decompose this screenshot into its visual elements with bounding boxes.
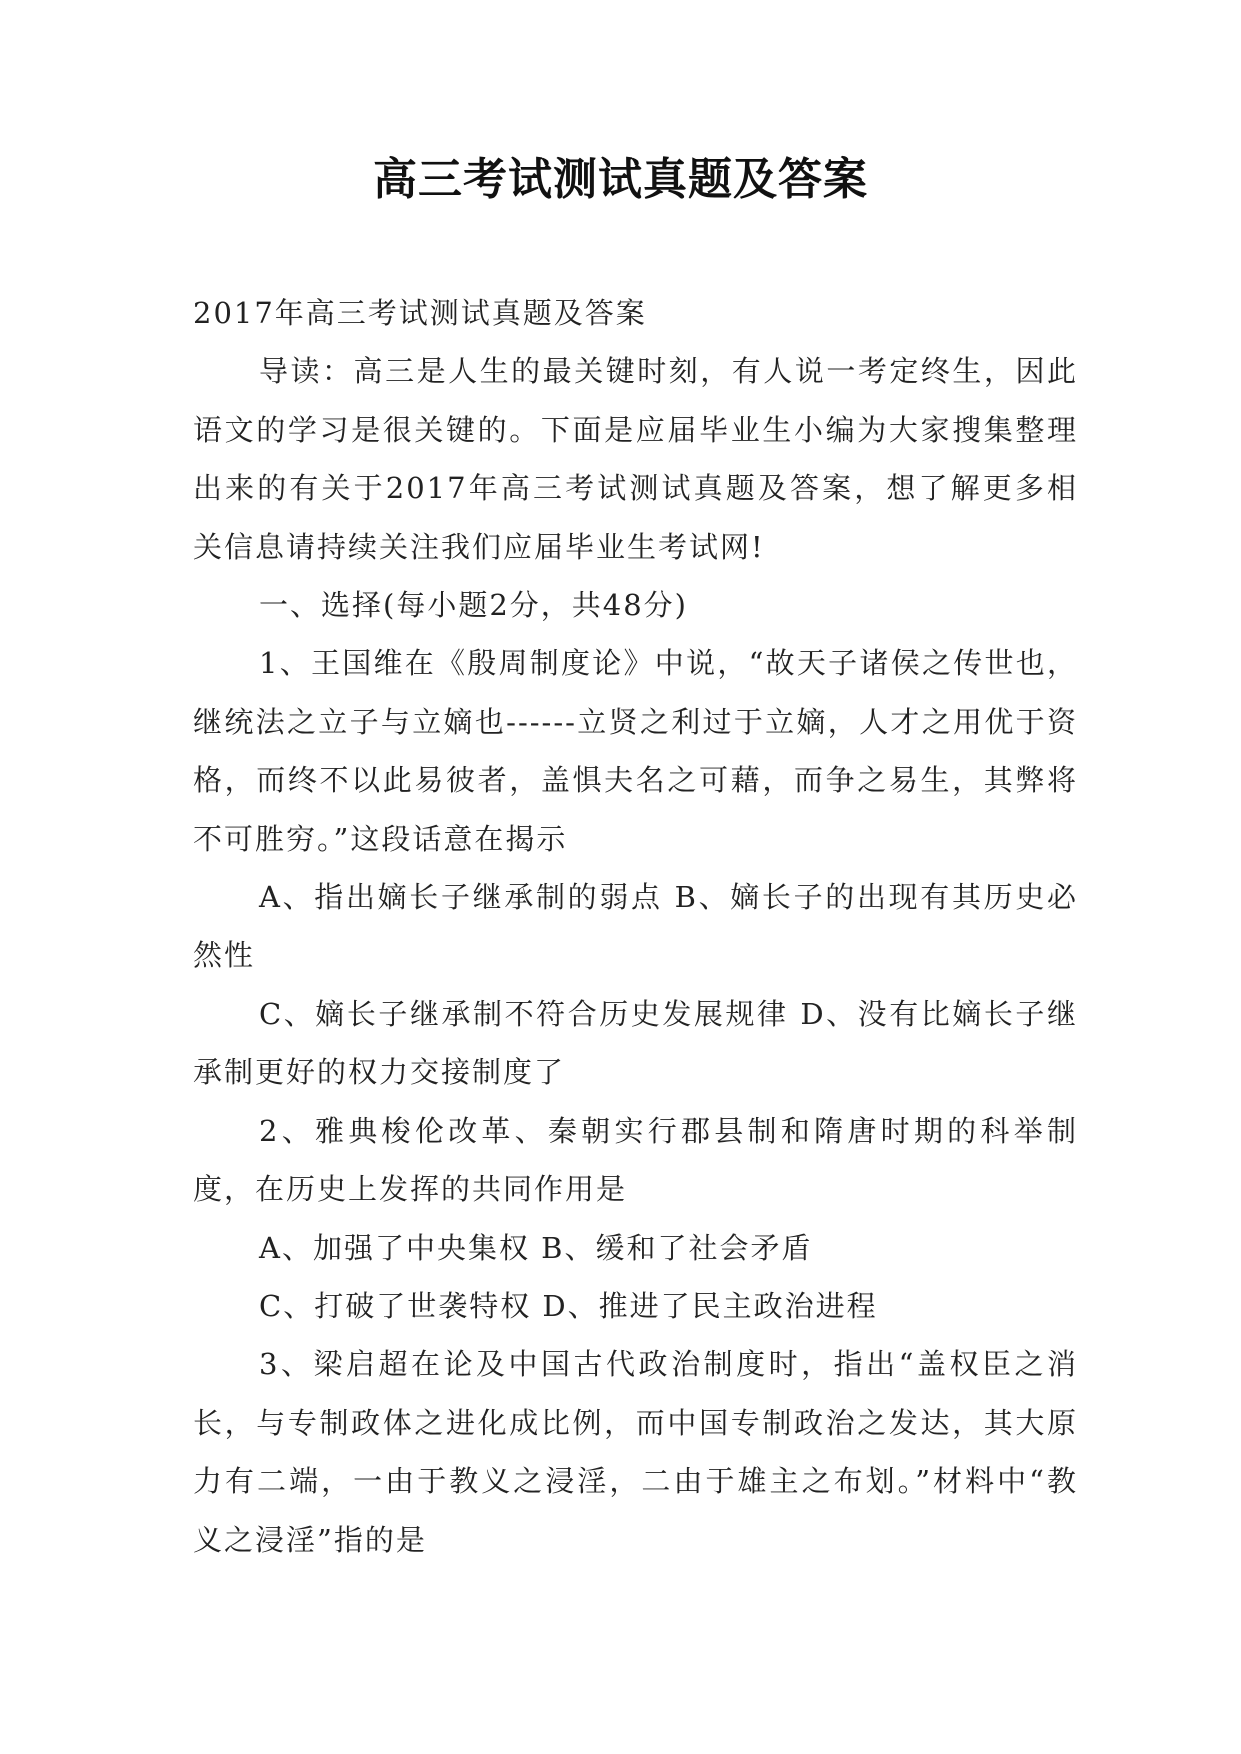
paragraph-subtitle: 2017年高三考试测试真题及答案 bbox=[193, 296, 647, 330]
document-body bbox=[193, 284, 1078, 1569]
question-3: 3、梁启超在论及中国古代政治制度时，指出“盖权臣之消长，与专制政体之进化成比例，而中国专制政治之发达，其大原力有二端，一由于教义之浸淫，二由于雄主之布划。”材料中“教义之浸淫”指的是 bbox=[193, 1347, 1078, 1557]
question-1-options-cd: C、嫡长子继承制不符合历史发展规律 D、没有比嫡长子继承制更好的权力交接制度了 bbox=[193, 996, 1078, 1090]
question-2-options-ab: A、加强了中央集权 B、缓和了社会矛盾 bbox=[259, 1230, 813, 1265]
question-2: 2、雅典梭伦改革、秦朝实行郡县制和隋唐时期的科举制度，在历史上发挥的共同作用是 bbox=[193, 1113, 1078, 1207]
document-title: 高三考试测试真题及答案 bbox=[373, 154, 868, 205]
question-2-options-cd: C、打破了世袭特权 D、推进了民主政治进程 bbox=[259, 1288, 878, 1323]
question-1: 1、王国维在《殷周制度论》中说，“故天子诸侯之传世也，继统法之立子与立嫡也------立贤之利过于立嫡，人才之用优于资格，而终不以此易彼者，盖惧夫名之可藉，而争之易生，其弊将不可胜穷。”这段话意在揭示 bbox=[193, 646, 1078, 856]
question-1-options-ab: A、指出嫡长子继承制的弱点 B、嫡长子的出现有其历史必然性 bbox=[193, 880, 1078, 973]
paragraph-intro: 导读：高三是人生的最关键时刻，有人说一考定终生，因此语文的学习是很关键的。下面是应届毕业生小编为大家搜集整理出来的有关于2017年高三考试测试真题及答案，想了解更多相关信息请持续关注我们应届毕业生考试网! bbox=[193, 354, 1078, 564]
section-heading: 一、选择(每小题2分，共48分) bbox=[259, 588, 688, 623]
